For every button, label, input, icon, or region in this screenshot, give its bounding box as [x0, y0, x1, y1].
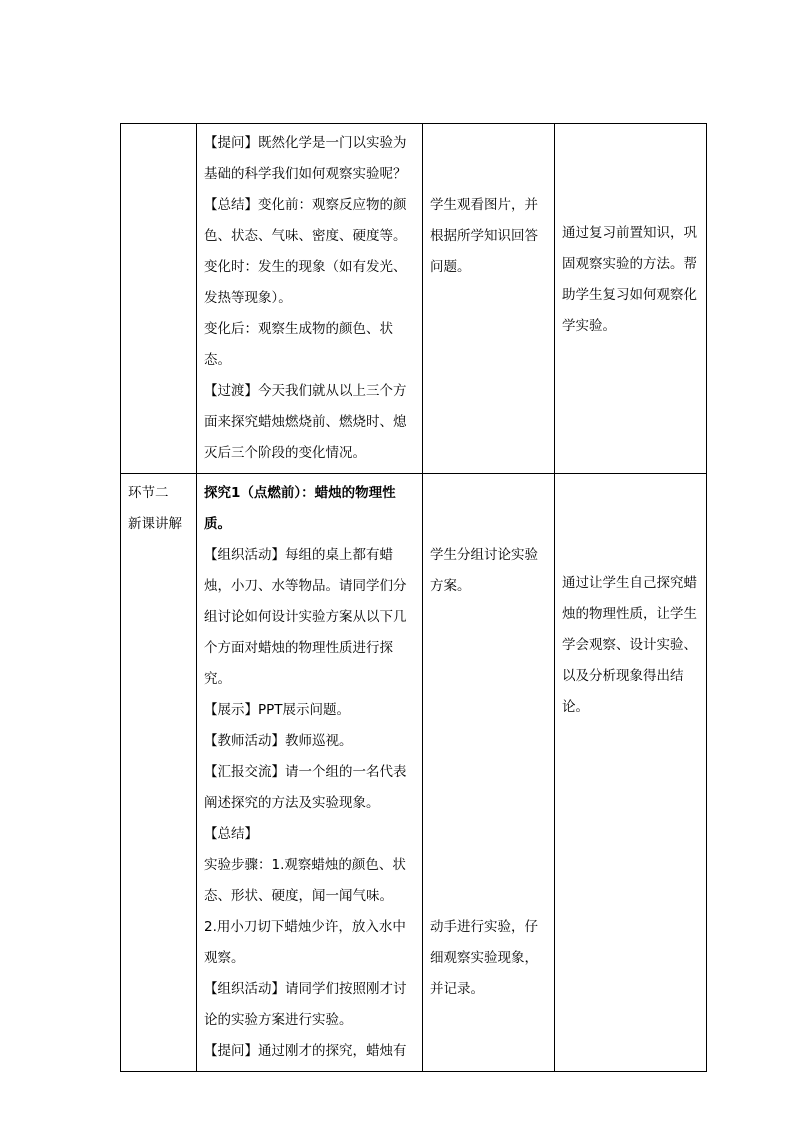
intent-paragraph: 通过复习前置知识，巩固观察实验的方法。帮助学生复习如何观察化学实验。 [562, 225, 697, 334]
lesson-plan-table [120, 123, 707, 1072]
teacher-paragraph: 【展示】PPT展示问题。 [204, 702, 351, 718]
intent-paragraph: 通过让学生自己探究蜡烛的物理性质，让学生学会观察、设计实验、以及分析现象得出结论。 [562, 575, 697, 715]
teacher-activity-cell [197, 124, 423, 474]
teacher-activity-cell [197, 474, 423, 1072]
stage-label: 新课讲解 [128, 516, 182, 532]
teacher-paragraph: 【提问】既然化学是一门以实验为基础的科学我们如何观察实验呢？ [204, 135, 407, 182]
teacher-paragraph: 【教师活动】教师巡视。 [204, 733, 353, 749]
teacher-paragraph: 【汇报交流】请一个组的一名代表阐述探究的方法及实验现象。 [204, 764, 407, 811]
student-paragraph: 动手进行实验，仔细观察实验现象，并记录。 [430, 919, 538, 997]
design-intent-cell [555, 124, 707, 474]
teacher-paragraph: 【总结】变化前：观察反应物的颜色、状态、气味、密度、硬度等。 [204, 197, 407, 244]
design-intent-cell [555, 474, 707, 1072]
teacher-paragraph: 2.用小刀切下蜡烛少许，放入水中观察。 [204, 919, 406, 966]
teacher-paragraph: 【过渡】今天我们就从以上三个方面来探究蜡烛燃烧前、燃烧时、熄灭后三个阶段的变化情况。 [204, 383, 407, 461]
inquiry-heading: 探究1（点燃前）：蜡烛的物理性质。 [204, 485, 396, 532]
stage-label: 环节二 [128, 485, 169, 501]
student-activity-cell [423, 474, 555, 1072]
teacher-paragraph: 【组织活动】每组的桌上都有蜡烛，小刀、水等物品。请同学们分组讨论如何设计实验方案从以下几个方面对蜡烛的物理性质进行探究。 [204, 547, 407, 687]
stage-cell [121, 124, 197, 474]
student-activity-cell [423, 124, 555, 474]
teacher-paragraph: 【组织活动】请同学们按照刚才讨论的实验方案进行实验。 [204, 981, 407, 1028]
teacher-paragraph: 变化后：观察生成物的颜色、状态。 [204, 321, 393, 368]
teacher-paragraph: 【总结】 [204, 826, 258, 842]
student-paragraph: 学生分组讨论实验方案。 [430, 547, 538, 594]
student-paragraph: 学生观看图片，并根据所学知识回答问题。 [430, 197, 538, 275]
stage-cell [121, 474, 197, 1072]
table-row [121, 474, 707, 1072]
teacher-paragraph: 【提问】通过刚才的探究，蜡烛有 [204, 1043, 407, 1059]
table-row [121, 124, 707, 474]
teacher-paragraph: 实验步骤：1.观察蜡烛的颜色、状态、形状、硬度，闻一闻气味。 [204, 857, 406, 904]
teacher-paragraph: 变化时：发生的现象（如有发光、发热等现象）。 [204, 259, 407, 306]
